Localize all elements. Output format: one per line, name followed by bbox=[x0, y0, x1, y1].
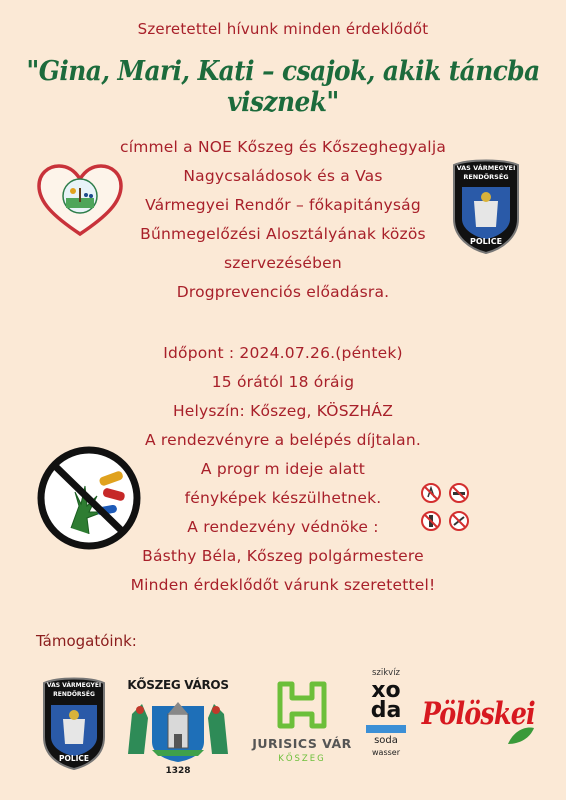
description-line: Bűnmegelőzési Alosztályának közös bbox=[140, 225, 426, 243]
sponsor-police-bottom-text: POLICE bbox=[58, 754, 90, 763]
description-line: Nagycsaládosok és a Vas bbox=[183, 167, 383, 185]
event-title: "Gina, Mari, Kati – csajok, akik táncba visznek" bbox=[26, 56, 540, 118]
szoda-top-text: szikvíz bbox=[371, 668, 401, 678]
invitation-intro: Szeretettel hívunk minden érdeklődőt bbox=[137, 20, 429, 38]
police-badge-bottom-text: POLICE bbox=[469, 237, 503, 246]
szoda-stripe bbox=[366, 725, 406, 733]
patron-name: Básthy Béla, Kőszeg polgármestere bbox=[142, 547, 424, 565]
photo-notice: A progr m ideje alatt bbox=[200, 460, 366, 478]
szoda-sub-2: wasser bbox=[372, 748, 400, 757]
jurisics-var-name: JURISICS VÁR bbox=[252, 736, 352, 751]
police-badge-logo bbox=[448, 157, 524, 255]
koszeg-city-title: KŐSZEG VÁROS bbox=[127, 678, 229, 692]
no-cannabis-icon bbox=[420, 482, 442, 504]
szoda-logo bbox=[362, 668, 410, 778]
sponsor-police-top-text: VAS VÁRMEGYEI bbox=[46, 682, 102, 689]
jurisics-var-logo bbox=[246, 680, 358, 772]
jurisics-var-sub: KŐSZEG bbox=[278, 754, 326, 764]
patron-label: A rendezvény védnöke : bbox=[187, 518, 379, 536]
poloskei-wordmark: Pölöskei bbox=[421, 696, 535, 732]
description-line: Drogprevenciós előadásra. bbox=[176, 283, 390, 301]
closing-line: Minden érdeklődőt várunk szeretettel! bbox=[130, 576, 436, 594]
event-date: Időpont : 2024.07.26.(péntek) bbox=[163, 344, 403, 362]
szoda-logo-text-2: da bbox=[370, 698, 402, 723]
no-smoking-icon bbox=[448, 482, 470, 504]
poloskei-logo bbox=[410, 690, 540, 754]
description-line: címmel a NOE Kőszeg és Kőszeghegyalja bbox=[119, 138, 447, 156]
no-alcohol-icon bbox=[420, 510, 442, 532]
entry-info: A rendezvényre a belépés díjtalan. bbox=[144, 431, 422, 449]
sponsor-police-logo bbox=[38, 675, 110, 771]
sponsors-label: Támogatóink: bbox=[36, 632, 137, 650]
description-line: Vármegyei Rendőr – főkapitányság bbox=[145, 196, 421, 214]
no-syringe-icon bbox=[448, 510, 470, 532]
photo-notice: fényképek készülhetnek. bbox=[184, 489, 382, 507]
description-line: szervezésében bbox=[224, 254, 342, 272]
szoda-logo-text-1: xo bbox=[371, 678, 401, 703]
sponsor-police-mid-text: RENDŐRSÉG bbox=[53, 691, 95, 698]
koszeg-city-year: 1328 bbox=[165, 766, 191, 776]
police-badge-mid-text: RENDŐRSÉG bbox=[463, 173, 509, 181]
event-time: 15 órától 18 óráig bbox=[211, 373, 355, 391]
szoda-sub-1: soda bbox=[374, 735, 398, 746]
no-drugs-sign-icon bbox=[33, 446, 145, 551]
koszeg-city-logo bbox=[118, 678, 238, 783]
noe-heart-logo bbox=[35, 160, 125, 240]
police-badge-top-text: VAS VÁRMEGYEI bbox=[456, 164, 516, 172]
event-location: Helyszín: Kőszeg, KÖSZHÁZ bbox=[172, 402, 394, 420]
